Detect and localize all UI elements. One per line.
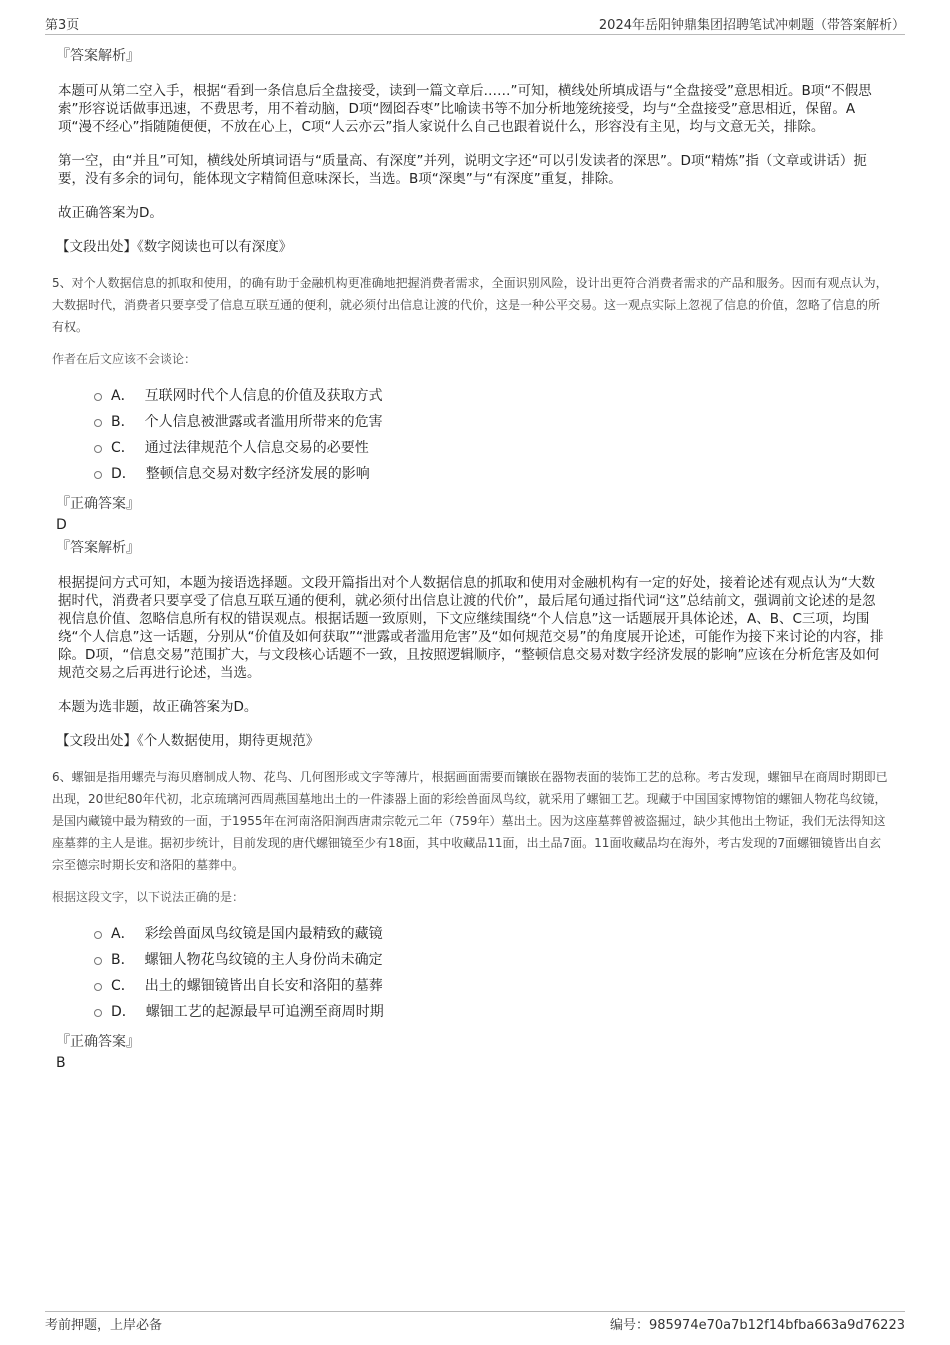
page-header — [45, 12, 905, 35]
document-title: 2024年岳阳钟鼎集团招聘笔试冲刺题（带答案解析） — [598, 18, 905, 33]
radio-icon[interactable] — [94, 1009, 102, 1017]
analysis-conclusion: 本题为选非题，故正确答案为D。 — [58, 699, 258, 715]
option-text: 出土的螺钿镜皆出自长安和洛阳的墓葬 — [144, 978, 383, 994]
question-6-options — [94, 920, 888, 1024]
analysis-paragraph: 第一空，由“并且”可知，横线处所填词语与“质量高、有深度”并列，说明文字还“可以引发读者的深思”。D项“精炼”指（文章或讲话）扼要，没有多余的词句，能体现文字精简但意味深长，当选。B项“深奥”与“有深度”重复，排除。 — [58, 153, 867, 187]
question-5-text: 5、对个人数据信息的抓取和使用，的确有助于金融机构更准确地把握消费者需求，全面识别风险，设计出更符合消费者需求的产品和服务。因而有观点认为，大数据时代，消费者只要享受了信息互联互通的便利，就必须付出信息让渡的代价，这是一种公平交易。这一观点实际上忽视了信息的价值，忽略了信息的所有权。 — [52, 276, 888, 334]
analysis-conclusion: 故正确答案为D。 — [58, 205, 163, 221]
option-letter: C． — [111, 978, 135, 994]
option-c[interactable] — [94, 434, 888, 460]
option-a[interactable] — [94, 382, 888, 408]
radio-icon[interactable] — [94, 957, 102, 965]
option-letter: B． — [111, 414, 135, 430]
option-text: 彩绘兽面凤鸟纹镜是国内最精致的藏镜 — [144, 926, 383, 942]
question-5-options — [94, 382, 888, 486]
option-letter: A． — [111, 388, 135, 404]
correct-answer-label: 『正确答案』 — [56, 1034, 140, 1050]
option-text: 整顿信息交易对数字经济发展的影响 — [145, 466, 370, 482]
document-code: 编号：985974e70a7b12f14bfba663a9d76223 — [609, 1318, 905, 1333]
radio-icon[interactable] — [94, 445, 102, 453]
radio-icon[interactable] — [94, 931, 102, 939]
correct-answer: B — [56, 1055, 66, 1071]
question-5-prompt: 作者在后文应该不会谈论： — [52, 352, 197, 366]
option-letter: A． — [111, 926, 135, 942]
option-letter: D． — [111, 1004, 136, 1020]
correct-answer-label: 『正确答案』 — [56, 496, 140, 512]
radio-icon[interactable] — [94, 419, 102, 427]
option-text: 螺钿工艺的起源最早可追溯至商周时期 — [145, 1004, 384, 1020]
analysis-paragraph: 根据提问方式可知，本题为接语选择题。文段开篇指出对个人数据信息的抓取和使用对金融机构有一定的好处，接着论述有观点认为“大数据时代，消费者只要享受了信息互联互通的便利，就必须付出信息让渡的代价”，最后尾句通过指代词“这”总结前文，强调前文论述的是忽视信息价值、忽略信息所有权的错误观点。根据话题一致原则，下文应继续围绕“个人信息”这一话题展开具体论述，A、B、C三项，均围绕“个人信息”这一话题，分别从“价值及如何获取”“泄露或者滥用危害”及“如何规范交易”的角度展开论述，可能作为接下来讨论的内容，排除。D项，“信息交易”范围扩大，与文段核心话题不一致，且按照逻辑顺序，“整顿信息交易对数字经济发展的影响”应该在分析危害及如何规范交易之后再进行论述，当选。 — [58, 575, 884, 681]
text-source: 【文段出处】《数字阅读也可以有深度》 — [56, 239, 293, 255]
option-text: 螺钿人物花鸟纹镜的主人身份尚未确定 — [144, 952, 383, 968]
radio-icon[interactable] — [94, 393, 102, 401]
option-text: 互联网时代个人信息的价值及获取方式 — [144, 388, 383, 404]
option-c[interactable] — [94, 972, 888, 998]
page-content — [52, 46, 888, 1072]
option-d[interactable] — [94, 460, 888, 486]
correct-answer: D — [56, 517, 67, 533]
question-6-prompt: 根据这段文字，以下说法正确的是： — [52, 890, 245, 904]
footer-slogan: 考前押题，上岸必备 — [45, 1318, 163, 1333]
page-number: 第3页 — [45, 18, 80, 33]
option-letter: C． — [111, 440, 135, 456]
analysis-label: 『答案解析』 — [56, 48, 140, 64]
option-text: 通过法律规范个人信息交易的必要性 — [144, 440, 369, 456]
option-b[interactable] — [94, 946, 888, 972]
option-letter: B． — [111, 952, 135, 968]
analysis-paragraph: 本题可从第二空入手，根据“看到一条信息后全盘接受，读到一篇文章后……”可知，横线处所填成语与“全盘接受”意思相近。B项“不假思索”形容说话做事迅速，不费思考，用不着动脑，D项“囫囵吞枣”比喻读书等不加分析地笼统接受，均与“全盘接受”意思相近，保留。A项“漫不经心”指随随便便，不放在心上，C项“人云亦云”指人家说什么自己也跟着说什么，形容没有主见，均与文意无关，排除。 — [58, 83, 872, 135]
option-a[interactable] — [94, 920, 888, 946]
analysis-label: 『答案解析』 — [56, 540, 140, 556]
radio-icon[interactable] — [94, 471, 102, 479]
question-6-text: 6、螺钿是指用螺壳与海贝磨制成人物、花鸟、几何图形或文字等薄片，根据画面需要而镶嵌在器物表面的装饰工艺的总称。考古发现，螺钿早在商周时期即已出现，20世纪80年代初，北京琉璃河西周燕国墓地出土的一件漆器上面的彩绘兽面凤鸟纹，就采用了螺钿工艺。现藏于中国国家博物馆的螺钿人物花鸟纹镜，是国内藏镜中最为精致的一面，于1955年在河南洛阳涧西唐肃宗乾元二年（759年）墓出土。因为这座墓葬曾被盗掘过，缺少其他出土物证，我们无法得知这座墓葬的主人是谁。据初步统计，目前发现的唐代螺钿镜至少有18面，其中收藏品11面，出土品7面。11面收藏品均在海外，考古发现的7面螺钿镜皆出自玄宗至德宗时期长安和洛阳的墓葬中。 — [52, 770, 888, 872]
option-text: 个人信息被泄露或者滥用所带来的危害 — [144, 414, 383, 430]
option-letter: D． — [111, 466, 136, 482]
text-source: 【文段出处】《个人数据使用，期待更规范》 — [56, 733, 320, 749]
option-b[interactable] — [94, 408, 888, 434]
radio-icon[interactable] — [94, 983, 102, 991]
page-footer — [45, 1311, 905, 1334]
option-d[interactable] — [94, 998, 888, 1024]
